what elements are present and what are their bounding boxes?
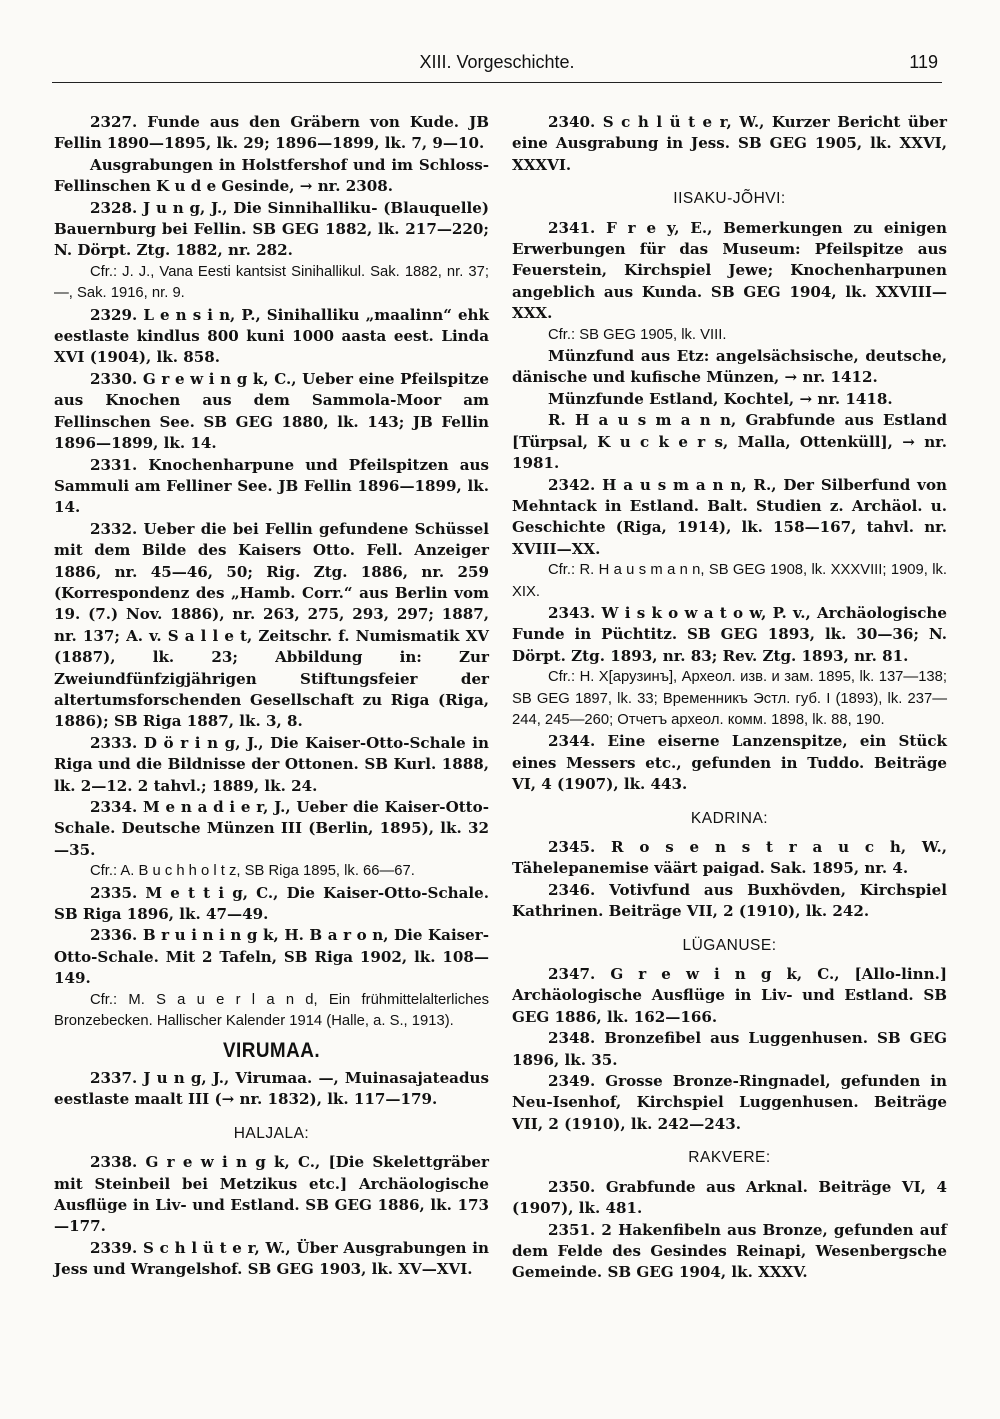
- bibliography-entry: 2344. Eine eiserne Lanzenspitze, ein Stück eines Messers etc., gefunden in Tuddo. Beiträge VI, 4 (1907), lk. 443.: [512, 732, 947, 794]
- bibliography-entry: 2339. S c h l ü t e r, W., Über Ausgrabungen in Jess und Wrangelshof. SB GEG 1903, lk. XV—XVI.: [54, 1238, 489, 1279]
- reference-note: Cfr.: A. B u c h h o l t z, SB Riga 1895, lk. 66—67.: [90, 863, 415, 880]
- running-title: XIII. Vorgeschichte.: [419, 52, 575, 72]
- bibliography-entry: Münzfunde Estland, Kochtel, → nr. 1418.: [548, 389, 893, 408]
- bibliography-entry: 2329. L e n s i n, P., Sinihalliku „maalinn“ ehk eestlaste kindlus 800 kuni 1000 aasta eest. Linda XVI (1904), lk. 858.: [54, 305, 489, 367]
- bibliography-entry: 2334. M e n a d i e r, J., Ueber die Kaiser-Otto-Schale. Deutsche Münzen III (Berlin, 1895), lk. 32—35.: [54, 798, 489, 859]
- bibliography-entry: Ausgrabungen in Holstfershof und im Schloss-Fellinschen K u d e Gesinde, → nr. 2308.: [54, 155, 489, 196]
- reference-note: Cfr.: R. H a u s m a n n, SB GEG 1908, lk. XXXVIII; 1909, lk. XIX.: [512, 562, 947, 600]
- reference-note: Cfr.: M. S a u e r l a n d, Ein frühmittelalterliches Bronzebecken. Hallischer Kalender 1914 (Halle, a. S., 1913).: [54, 991, 489, 1030]
- bibliography-entry: 2351. 2 Hakenfibeln aus Bronze, gefunden auf dem Felde des Gesindes Reinapi, Wesenbergsche Gemeinde. SB GEG 1904, lk. XXXV.: [512, 1220, 947, 1282]
- bibliography-entry: 2335. M e t t i g, C., Die Kaiser-Otto-Schale. SB Riga 1896, lk. 47—49.: [54, 883, 489, 924]
- bibliography-entry: 2342. H a u s m a n n, R., Der Silberfund von Mehntack in Estland. Balt. Studien z. Archäol. u. Geschichte (Riga, 1914), lk. 158—167, tahvl. nr. XVIII—XX.: [512, 475, 947, 558]
- bibliography-entry: 2327. Funde aus den Gräbern von Kude. JB Fellin 1890—1895, lk. 29; 1896—1899, lk. 7, 9—10.: [54, 113, 489, 153]
- bibliography-entry: 2340. S c h l ü t e r, W., Kurzer Bericht über eine Ausgrabung in Jess. SB GEG 1905, lk. XXVI, XXXVI.: [512, 113, 947, 174]
- left-column: [54, 112, 489, 1281]
- bibliography-entry: 2343. W i s k o w a t o w, P. v., Archäologische Funde in Püchtitz. SB GEG 1893, lk. 30—36; N. Dörpt. Ztg. 1893, nr. 83; Rev. Ztg. 1893, nr. 81.: [512, 603, 947, 665]
- bibliography-entry: 2348. Bronzefibel aus Luggenhusen. SB GEG 1896, lk. 35.: [512, 1029, 947, 1069]
- reference-note: Cfr.: H. X[арузинъ], Археол. изв. и зам. 1895, lk. 137—138; SB GEG 1897, lk. 33; Временникъ Эстл. губ. I (1893), lk. 237—244, 245—260; Отчетъ археол. комм. 1898, lk. 88, 190.: [512, 669, 947, 728]
- bibliography-entry: 2347. G r e w i n g k, C., [Allo-linn.] Archäologische Ausflüge in Liv- und Estland. SB GEG 1886, lk. 162—166.: [512, 965, 947, 1026]
- bibliography-entry: Münzfund aus Etz: angelsächsische, deutsche, dänische und kufische Münzen, → nr. 1412.: [512, 347, 947, 387]
- page-header: [52, 52, 942, 83]
- reference-note: Cfr.: J. J., Vana Eesti kantsist Sinihallikul. Sak. 1882, nr. 37; —, Sak. 1916, nr. 9.: [54, 263, 489, 302]
- section-heading: KADRINA:: [690, 809, 769, 827]
- bibliography-entry: 2336. B r u i n i n g k, H. B a r o n, Die Kaiser-Otto-Schale. Mit 2 Tafeln, SB Riga 1902, lk. 108—149.: [54, 926, 489, 988]
- bibliography-entry: 2338. G r e w i n g k, C., [Die Skelettgräber mit Steinbeil bei Metzikus etc.] Archäologische Ausflüge in Liv- und Estland. SB GEG 1886, lk. 173—177.: [54, 1153, 489, 1236]
- bibliography-entry: 2331. Knochenharpune und Pfeilspitzen aus Sammuli am Felliner See. JB Fellin 1896—1899, lk. 14.: [54, 455, 489, 517]
- bibliography-entry: 2341. F r e y, E., Bemerkungen zu einigen Erwerbungen für das Museum: Pfeilspitze aus Feuerstein, Kirchspiel Jewe; Knochenharpunen angeblich aus Kunda. SB GEG 1904, lk. XXVIII—XXX.: [512, 218, 947, 323]
- bibliography-entry: 2350. Grabfunde aus Arknal. Beiträge VI, 4 (1907), lk. 481.: [512, 1177, 947, 1218]
- section-heading: RAKVERE:: [688, 1149, 771, 1167]
- bibliography-entry: 2349. Grosse Bronze-Ringnadel, gefunden in Neu-Isenhof, Kirchspiel Luggenhusen. Beiträge VII, 2 (1910), lk. 242—243.: [512, 1072, 947, 1133]
- bibliography-entry: 2337. J u n g, J., Virumaa. —, Muinasajateadus eestlaste maalt III (→ nr. 1832), lk. 117—179.: [54, 1068, 489, 1109]
- bibliography-entry: 2333. D ö r i n g, J., Die Kaiser-Otto-Schale in Riga und die Bildnisse der Ottonen. SB Kurl. 1888, lk. 2—12. 2 tahvl.; 1889, lk. 24.: [54, 733, 489, 795]
- section-heading: LÜGANUSE:: [682, 936, 777, 954]
- bibliography-entry: 2345. R o s e n s t r a u c h, W., Tähelepanemise väärt paigad. Sak. 1895, nr. 4.: [512, 838, 947, 878]
- bibliography-entry: 2330. G r e w i n g k, C., Ueber eine Pfeilspitze aus Knochen aus dem Sammola-Moor am Fellinschen See. SB GEG 1880, lk. 143; JB Fellin 1896—1899, lk. 14.: [54, 369, 489, 453]
- reference-note: Cfr.: SB GEG 1905, lk. VIII.: [548, 326, 727, 343]
- bibliography-entry: 2332. Ueber die bei Fellin gefundene Schüssel mit dem Bilde des Kaisers Otto. Fell. Anzeiger 1886, nr. 45—46, 50; Rig. Ztg. 1886, nr. 259 (Korrespondenz des „Hamb. Corr.“ aus Berlin vom 19. (7.) Nov. 1886), nr. 263, 275, 293, 297; 1887, nr. 137; A. v. S a l l e t, Zeitschr. f. Numismatik XV (1887), lk. 23; Abbildung in: Zur Zweiundfünfzigjährigen Stiftungsfeier der altertumsforschenden Gesellschaft zu Riga (Riga, 1886); SB Riga 1887, lk. 3, 8.: [54, 519, 489, 731]
- section-heading: IISAKU-JÕHVI:: [673, 190, 786, 208]
- bibliography-entry: 2346. Votivfund aus Buxhövden, Kirchspiel Kathrinen. Beiträge VII, 2 (1910), lk. 242.: [512, 880, 947, 921]
- page-number: 119: [909, 52, 938, 72]
- bibliography-entry: 2328. J u n g, J., Die Sinnihalliku- (Blauquelle) Bauernburg bei Fellin. SB GEG 1882, lk. 217—220; N. Dörpt. Ztg. 1882, nr. 282.: [54, 198, 489, 260]
- section-heading: HALJALA:: [233, 1124, 310, 1142]
- right-column: [512, 112, 947, 1284]
- bibliography-entry: R. H a u s m a n n, Grabfunde aus Estland [Türpsal, K u c k e r s, Malla, Ottenküll], → nr. 1981.: [512, 411, 947, 473]
- region-heading: VIRUMAA.: [222, 1039, 321, 1063]
